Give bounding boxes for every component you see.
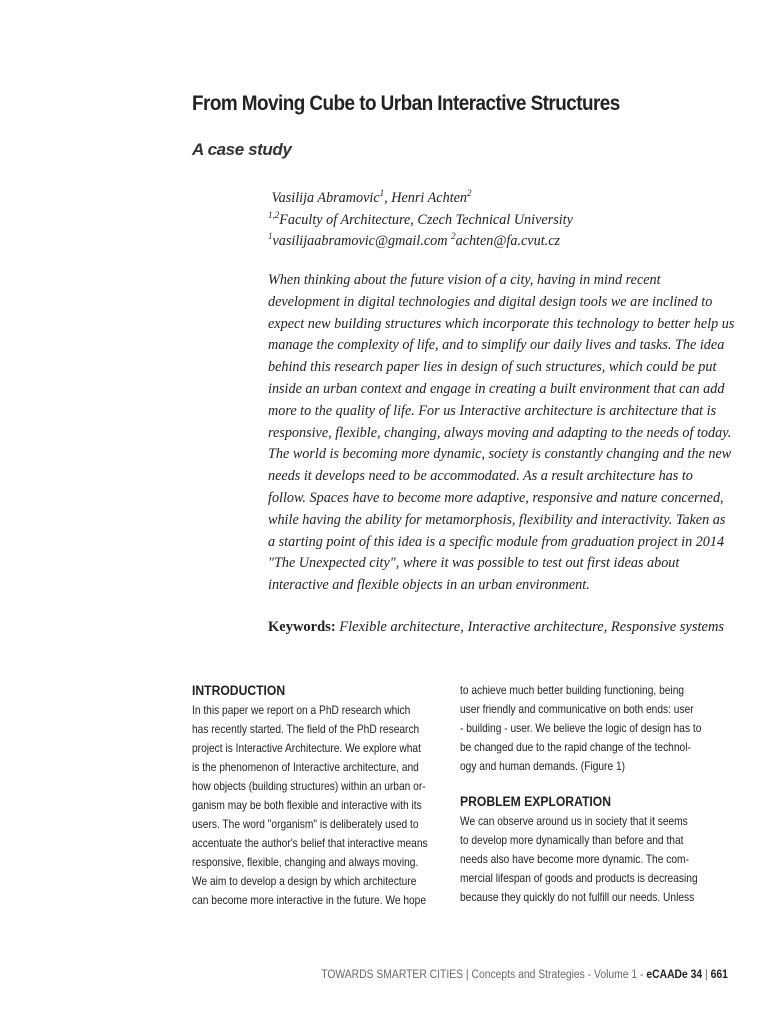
body-text-line: We aim to develop a design by which architecture (192, 875, 417, 888)
body-text-line: responsive, flexible, changing and always moving. (192, 856, 419, 869)
body-text-line: needs also have become more dynamic. The com- (460, 853, 689, 866)
abstract-line: development in digital technologies and digital design tools we are inclined to (268, 293, 713, 310)
abstract-line: a starting point of this idea is a specific module from graduation project in 2014 (268, 533, 725, 550)
paper-title: From Moving Cube to Urban Interactive Structures (192, 92, 620, 115)
body-text-line: to achieve much better building functioning, being (460, 684, 685, 697)
paper-subtitle: A case study (192, 140, 292, 159)
abstract-line: manage the complexity of life, and to simplify our daily lives and tasks. The idea (268, 337, 725, 354)
keywords-label: Keywords: (268, 619, 340, 635)
abstract-line: more to the quality of life. For us Interactive architecture is architecture that is (268, 402, 717, 419)
abstract-line: "The Unexpected city", where it was possible to test out first ideas about (268, 555, 680, 572)
body-text-line: users. The word "organism" is deliberately used to (192, 818, 419, 831)
abstract (268, 270, 735, 597)
abstract-line: interactive and flexible objects in an urban environment. (268, 577, 590, 594)
footer-text: TOWARDS SMARTER CITIES | Concepts and Strategies - Volume 1 - (321, 969, 647, 981)
abstract-line: needs it develops need to be accommodated. As a result architecture has to (268, 468, 693, 485)
body-text-line: can become more interactive in the future. We hope (192, 894, 427, 907)
left-column (192, 681, 444, 910)
author-1: Vasilija Abramovic (271, 190, 380, 206)
body-text-line: be changed due to the rapid change of the technol- (460, 741, 691, 754)
footer-separator: | (702, 969, 711, 981)
keywords (268, 619, 728, 636)
body-text-line: because they quickly do not fulfill our needs. Unless (460, 891, 695, 904)
introduction-continued (460, 681, 712, 776)
author-1-sup: 1 (379, 188, 385, 198)
abstract-line: behind this research paper lies in design of such structures, which could be put (268, 359, 717, 376)
body-text-line: In this paper we report on a PhD research which (192, 704, 411, 717)
emails (268, 231, 728, 253)
introduction-heading: INTRODUCTION (192, 683, 286, 698)
page-number: 661 (710, 969, 728, 981)
body-text-line: - building - user. We believe the logic of design has to (460, 722, 702, 735)
body-text-line: ogy and human demands. (Figure 1) (460, 760, 626, 773)
body-text-line: ganism may be both flexible and interactive with its (192, 799, 422, 812)
author-2: Henri Achten (391, 190, 468, 206)
abstract-line: while having the ability for metamorphosis, flexibility and interactivity. Taken as (268, 511, 726, 528)
body-text-line: to develop more dynamically than before and that (460, 834, 684, 847)
page-footer (321, 969, 728, 981)
problem-exploration-heading: PROBLEM EXPLORATION (460, 794, 611, 809)
body-text-line: accentuate the author's belief that interactive means (192, 837, 428, 850)
author-separator: , (384, 190, 392, 206)
author-names (268, 188, 728, 210)
abstract-line: inside an urban context and engage in creating a built environment that can add (268, 380, 725, 397)
keywords-text: Flexible architecture, Interactive architecture, Responsive systems (339, 619, 725, 635)
abstract-line: expect new building structures which incorporate this technology to better help us (268, 315, 735, 332)
abstract-line: When thinking about the future vision of a city, having in mind recent (268, 272, 661, 288)
email-2-sup: 2 (451, 231, 456, 241)
body-text-line: mercial lifespan of goods and products is decreasing (460, 872, 698, 885)
author-2-sup: 2 (467, 188, 472, 198)
affiliation-text: Faculty of Architecture, Czech Technical University (279, 211, 573, 228)
footer-conference: eCAADe 34 (646, 969, 703, 981)
affiliation (268, 210, 728, 232)
problem-exploration-body (460, 812, 712, 907)
abstract-line: The world is becoming more dynamic, society is constantly changing and the new (268, 446, 732, 463)
body-text-line: We can observe around us in society that it seems (460, 815, 688, 828)
email-2[interactable]: achten@fa.cvut.cz (455, 233, 561, 249)
right-column (460, 681, 712, 907)
author-block (268, 188, 728, 253)
affiliation-sup: 1,2 (268, 209, 280, 220)
body-text-line: project is Interactive Architecture. We explore what (192, 742, 421, 755)
body-text-line: is the phenomenon of Interactive architecture, and (192, 761, 419, 774)
introduction-body (192, 701, 444, 910)
body-text-line: has recently started. The field of the PhD research (192, 723, 420, 736)
email-1[interactable]: vasilijaabramovic@gmail.com (272, 233, 452, 249)
body-text-line: user friendly and communicative on both ends: user (460, 703, 694, 716)
email-1-sup: 1 (268, 231, 273, 241)
abstract-line: responsive, flexible, changing, always moving and adapting to the needs of today. (268, 424, 732, 441)
body-text-line: how objects (building structures) within an urban or- (192, 780, 426, 793)
abstract-line: follow. Spaces have to become more adaptive, responsive and nature concerned, (268, 489, 724, 506)
